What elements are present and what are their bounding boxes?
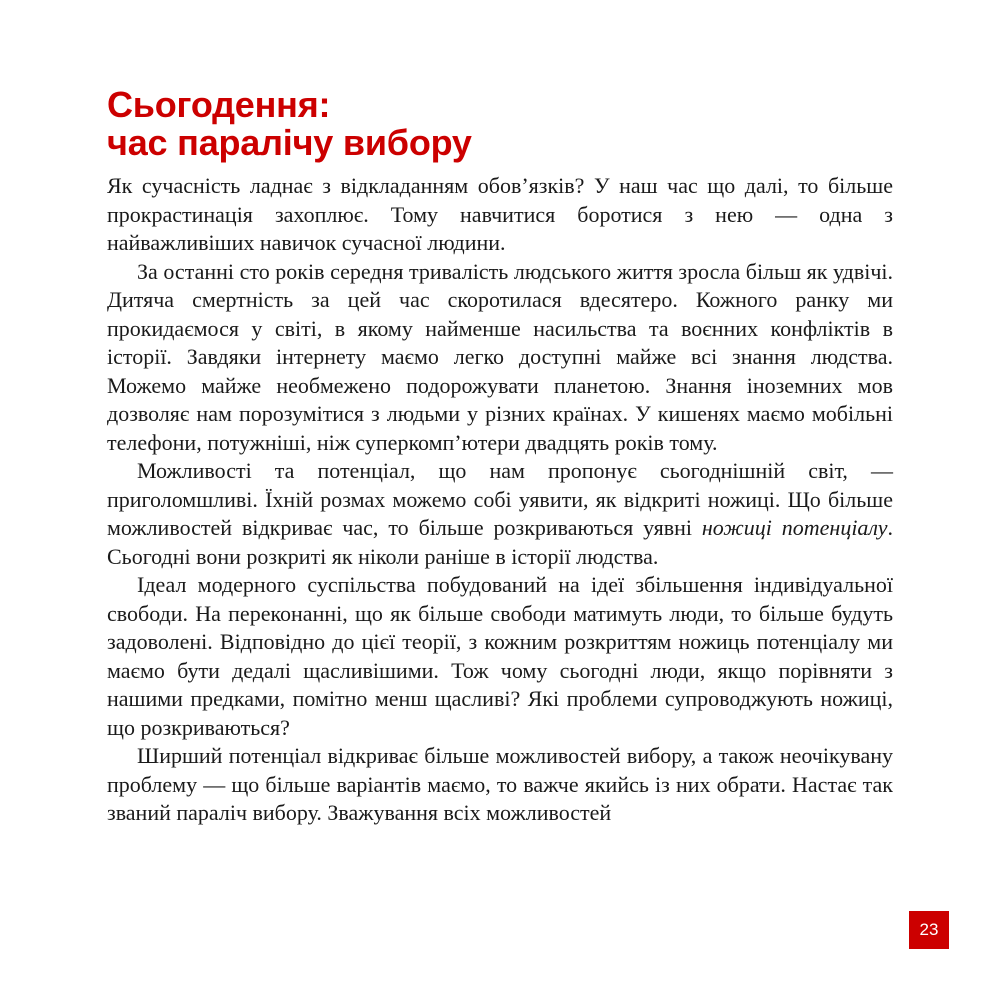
paragraph-text: Можливості та потенціал, що нам пропонує сьогоднішній світ, — приголомшливі. Їхній розмах можемо собі уявити, як відкриті ножиці. Що більше можливостей відкриває час, то більше розкриваються уявні bbox=[107, 458, 893, 540]
paragraph: Як сучасність ладнає з відкладанням обов’язків? У наш час що далі, то більше прокрастинація захоплює. Тому навчитися боротися з нею — одна з найважливіших навичок сучасної людини. bbox=[107, 173, 893, 255]
page-number-badge bbox=[909, 911, 949, 949]
paragraph: Ідеал модерного суспільства побудований на ідеї збільшення індивідуальної свободи. На переконанні, що як більше свободи матимуть люди, то більше будуть задоволені. Відповідно до цієї теорії, з кожним розкриттям ножиць потенціалу ми маємо бути дедалі щасливішими. Тож чому сьогодні люди, якщо порівняти з нашими предками, помітно менш щасливі? Які проблеми супроводжують ножиці, що розкриваються? bbox=[107, 572, 893, 740]
paragraph: Ширший потенціал відкриває більше можливостей вибору, а також неочікувану проблему — що більше варіантів маємо, то важче якийсь із них обрати. Настає так званий параліч вибору. Зважування всіх можливостей bbox=[107, 743, 893, 825]
paragraph: За останні сто років середня тривалість людського життя зросла більш як удвічі. Дитяча смертність за цей час скоротилася вдесятеро. Кожного ранку ми прокидаємося у світі, в якому найменше насильства та воєнних конфліктів в історії. Завдяки інтернету маємо легко доступні майже всі знання людства. Можемо майже необмежено подорожувати планетою. Знання іноземних мов дозволяє нам порозумітися з людьми у різних країнах. У кишенях маємо мобільні телефони, потужніші, ніж суперкомп’ютери двадцять років тому. bbox=[107, 258, 893, 455]
title-line-2: час паралічу вибору bbox=[107, 122, 472, 163]
title-line-1: Сьогодення: bbox=[107, 84, 331, 125]
paragraph-text: . Сьогодні вони розкриті як ніколи раніше в історії людства. bbox=[107, 515, 893, 569]
page-number: 23 bbox=[919, 920, 939, 939]
emphasis-text: ножиці потенціалу bbox=[701, 515, 888, 540]
page-title bbox=[107, 86, 472, 162]
body-text bbox=[107, 172, 893, 828]
paragraph bbox=[107, 457, 893, 571]
